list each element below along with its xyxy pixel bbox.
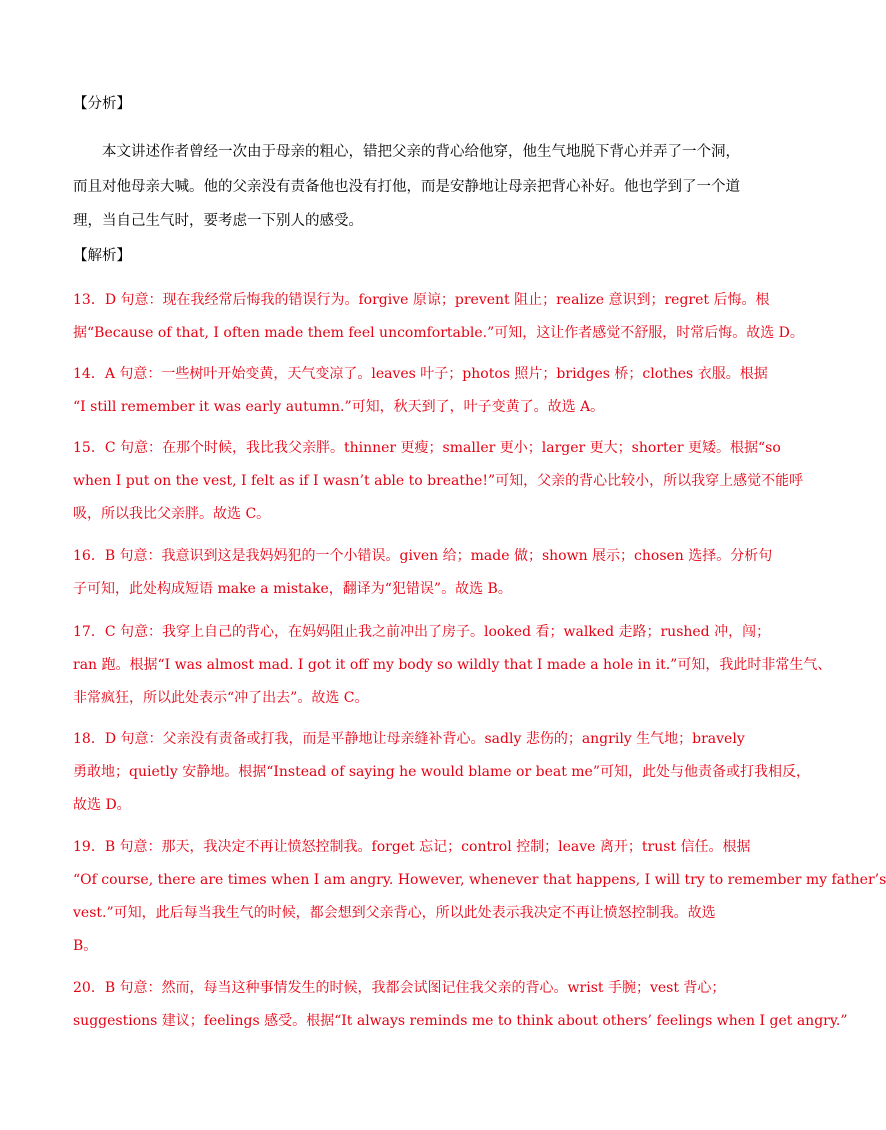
- explanation-line: vest.”可知，此后每当我生气的时候，都会想到父亲背心，所以此处表示我决定不再让愤怒控制我。故选: [73, 905, 716, 921]
- explanation-line: B。: [73, 938, 98, 954]
- explanation-line: 15．C 句意：在那个时候，我比我父亲胖。thinner 更瘦；smaller 更小；larger 更大；shorter 更矮。根据“so: [73, 440, 781, 456]
- explanation-line: “I still remember it was early autumn.”可知，秋天到了，叶子变黄了。故选 A。: [73, 399, 605, 415]
- explanation-line: 14．A 句意：一些树叶开始变黄，天气变凉了。leaves 叶子；photos 照片；bridges 桥；clothes 衣服。根据: [73, 366, 768, 382]
- explanation-item-16: [73, 540, 773, 606]
- explanation-heading: 【解析】: [73, 248, 131, 264]
- explanation-item-17: [73, 616, 832, 715]
- explanation-line: 13．D 句意：现在我经常后悔我的错误行为。forgive 原谅；prevent 阻止；realize 意识到；regret 后悔。根: [73, 292, 770, 308]
- explanation-line: 17．C 句意：我穿上自己的背心，在妈妈阻止我之前冲出了房子。looked 看；walked 走路；rushed 冲，闯；: [73, 624, 771, 640]
- analysis-line: 理，当自己生气时，要考虑一下别人的感受。: [73, 213, 363, 229]
- explanation-item-19: [73, 831, 886, 963]
- explanation-line: “Of course, there are times when I am angry. However, whenever that happens, I will try to remember my father’s: [73, 872, 886, 888]
- explanation-item-20: [73, 972, 848, 1038]
- explanation-line: 19．B 句意：那天，我决定不再让愤怒控制我。forget 忘记；control 控制；leave 离开；trust 信任。根据: [73, 839, 751, 855]
- explanation-item-14: [73, 358, 768, 424]
- explanation-line: 20．B 句意：然而，每当这种事情发生的时候，我都会试图记住我父亲的背心。wrist 手腕；vest 背心；: [73, 980, 726, 996]
- explanation-line: suggestions 建议；feelings 感受。根据“It always reminds me to think about others’ feelings when I get angry.”: [73, 1013, 848, 1029]
- explanation-line: 非常疯狂，所以此处表示“冲了出去”。故选 C。: [73, 690, 369, 706]
- explanation-line: 16．B 句意：我意识到这是我妈妈犯的一个小错误。given 给；made 做；shown 展示；chosen 选择。分析句: [73, 548, 773, 564]
- explanation-line: ran 跑。根据“I was almost mad. I got it off my body so wildly that I made a hole in it.”可知，我此时非常生气、: [73, 657, 832, 673]
- explanation-line: when I put on the vest, I felt as if I wasn’t able to breathe!”可知，父亲的背心比较小，所以我穿上感觉不能呼: [73, 473, 804, 489]
- analysis-heading: 【分析】: [73, 96, 131, 112]
- explanation-item-18: [73, 723, 810, 822]
- analysis-line: 本文讲述作者曾经一次由于母亲的粗心，错把父亲的背心给他穿，他生气地脱下背心并弄了一个洞，: [102, 144, 740, 160]
- explanation-line: 18．D 句意：父亲没有责备或打我，而是平静地让母亲缝补背心。sadly 悲伤的；angrily 生气地；bravely: [73, 731, 745, 747]
- explanation-line: 吸，所以我比父亲胖。故选 C。: [73, 506, 271, 522]
- analysis-line: 而且对他母亲大喊。他的父亲没有责备他也没有打他，而是安静地让母亲把背心补好。他也学到了一个道: [73, 178, 740, 195]
- explanation-item-13: [73, 284, 804, 350]
- explanation-item-15: [73, 432, 804, 531]
- explanation-line: 勇敢地；quietly 安静地。根据“Instead of saying he would blame or beat me”可知，此处与他责备或打我相反，: [73, 764, 810, 780]
- analysis-paragraph: [73, 135, 740, 239]
- explanation-line: 据“Because of that, I often made them feel uncomfortable.”可知，这让作者感觉不舒服，时常后悔。故选 D。: [73, 325, 804, 341]
- explanation-line: 故选 D。: [73, 797, 131, 813]
- explanation-line: 子可知，此处构成短语 make a mistake，翻译为“犯错误”。故选 B。: [73, 581, 512, 597]
